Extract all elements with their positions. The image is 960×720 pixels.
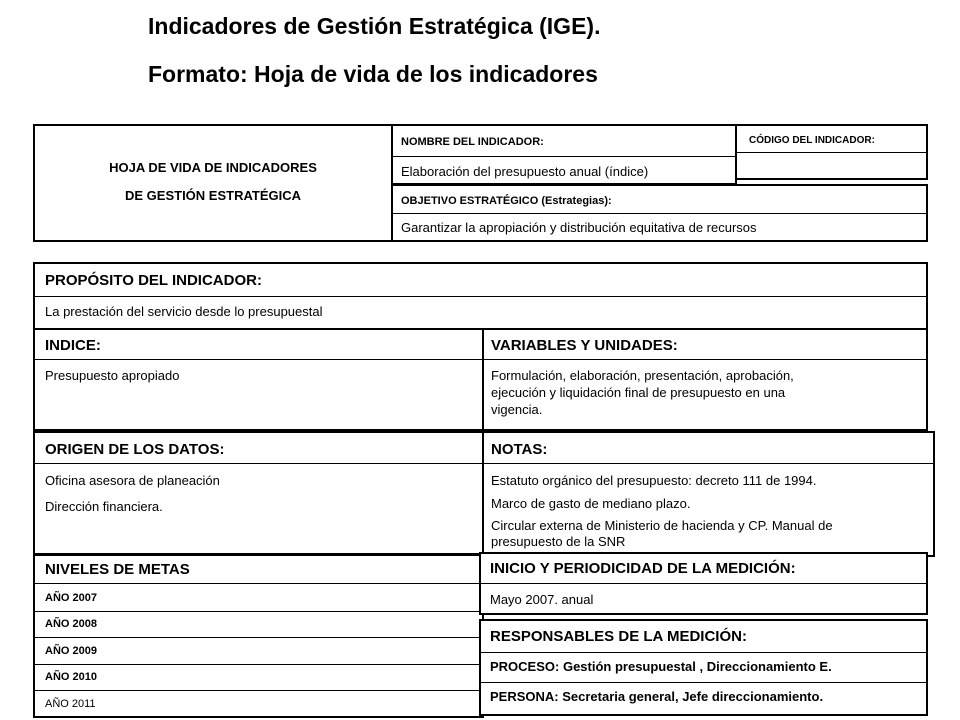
divider — [35, 664, 482, 665]
notes-line: Marco de gasto de mediano plazo. — [491, 496, 691, 511]
divider — [35, 583, 482, 584]
variables-line: vigencia. — [491, 402, 543, 417]
index-box — [33, 328, 484, 431]
measurement-start-box — [479, 552, 928, 615]
data-origin-line: Dirección financiera. — [45, 499, 163, 514]
divider — [35, 690, 482, 691]
divider — [481, 652, 926, 653]
indicator-code-label: CÓDIGO DEL INDICADOR: — [749, 135, 875, 146]
notes-box — [482, 431, 935, 557]
divider — [484, 359, 926, 360]
indicator-name-box — [391, 124, 737, 185]
divider — [481, 682, 926, 683]
indicator-name-value: Elaboración del presupuesto anual (índice) — [401, 164, 649, 179]
objective-box — [391, 184, 928, 242]
goal-year-2010: AÑO 2010 — [45, 671, 97, 683]
measurement-start-value: Mayo 2007. anual — [490, 592, 594, 607]
purpose-value: La prestación del servicio desde lo presupuestal — [45, 304, 323, 319]
divider — [393, 213, 926, 214]
variables-line: Formulación, elaboración, presentación, aprobación, — [491, 368, 794, 383]
goal-year-2009: AÑO 2009 — [45, 645, 97, 657]
divider — [35, 637, 482, 638]
goal-year-2011: AÑO 2011 — [45, 698, 96, 710]
notes-line: Circular externa de Ministerio de hacienda y CP. Manual de — [491, 518, 833, 533]
data-origin-label: ORIGEN DE LOS DATOS: — [45, 441, 225, 458]
variables-box — [482, 328, 928, 431]
notes-line: Estatuto orgánico del presupuesto: decreto 111 de 1994. — [491, 473, 817, 488]
data-origin-box — [33, 431, 484, 555]
notes-label: NOTAS: — [491, 441, 548, 458]
responsibles-process: PROCESO: Gestión presupuestal , Direccionamiento E. — [490, 659, 832, 674]
goal-year-2007: AÑO 2007 — [45, 592, 97, 604]
page-title: Indicadores de Gestión Estratégica (IGE). — [148, 13, 601, 39]
data-origin-line: Oficina asesora de planeación — [45, 473, 220, 488]
sheet-title-box — [33, 124, 393, 242]
divider — [393, 156, 735, 157]
indicator-name-label: NOMBRE DEL INDICADOR: — [401, 136, 544, 148]
objective-label: OBJETIVO ESTRATÉGICO (Estrategias): — [401, 195, 612, 207]
objective-value: Garantizar la apropiación y distribución equitativa de recursos — [401, 220, 757, 235]
indicator-code-box — [735, 124, 928, 180]
purpose-label: PROPÓSITO DEL INDICADOR: — [45, 272, 262, 289]
index-value: Presupuesto apropiado — [45, 368, 180, 383]
sheet-title-line1: HOJA DE VIDA DE INDICADORES — [109, 160, 317, 175]
variables-label: VARIABLES Y UNIDADES: — [491, 337, 678, 354]
goals-box — [33, 554, 484, 718]
divider — [35, 463, 482, 464]
divider — [484, 463, 933, 464]
responsibles-box — [479, 619, 928, 716]
notes-line: presupuesto de la SNR — [491, 534, 626, 549]
divider — [481, 583, 926, 584]
index-label: INDICE: — [45, 337, 101, 354]
divider — [35, 296, 926, 297]
divider — [35, 359, 482, 360]
measurement-start-label: INICIO Y PERIODICIDAD DE LA MEDICIÓN: — [490, 560, 796, 577]
responsibles-person: PERSONA: Secretaria general, Jefe direccionamiento. — [490, 689, 824, 704]
purpose-box — [33, 262, 928, 330]
goals-label: NIVELES DE METAS — [45, 561, 190, 578]
responsibles-label: RESPONSABLES DE LA MEDICIÓN: — [490, 628, 747, 645]
goal-year-2008: AÑO 2008 — [45, 618, 97, 630]
sheet-title-line2: DE GESTIÓN ESTRATÉGICA — [125, 188, 301, 203]
divider — [737, 152, 926, 153]
divider — [35, 611, 482, 612]
page-subtitle: Formato: Hoja de vida de los indicadores — [148, 61, 598, 87]
variables-line: ejecución y liquidación final de presupuesto en una — [491, 385, 786, 400]
